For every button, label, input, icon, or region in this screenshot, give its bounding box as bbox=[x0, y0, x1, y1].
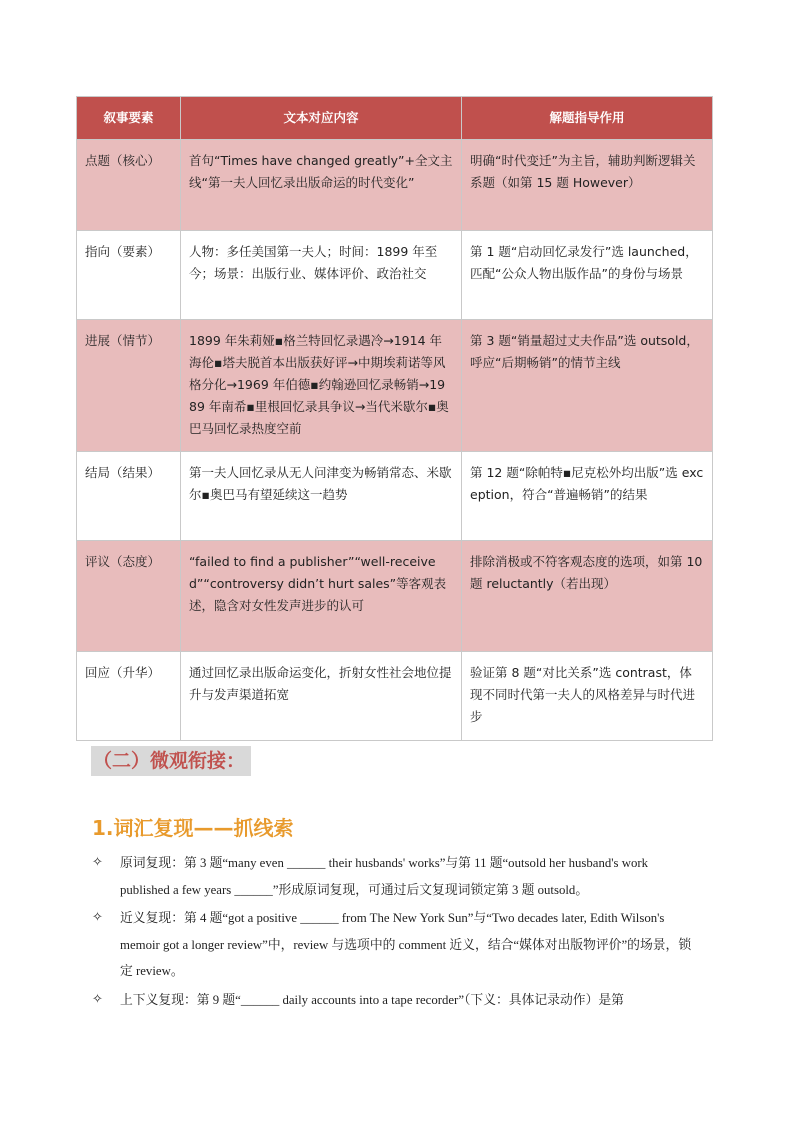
cell-element: 评议（态度） bbox=[77, 541, 181, 652]
bullet-list bbox=[92, 850, 698, 1015]
narrative-elements-table bbox=[76, 96, 713, 741]
section-title: 1.词汇复现——抓线索 bbox=[92, 816, 294, 840]
list-item bbox=[92, 905, 698, 985]
cell-element: 点题（核心） bbox=[77, 140, 181, 231]
list-item bbox=[92, 987, 698, 1014]
table-row bbox=[77, 452, 713, 541]
table-row bbox=[77, 320, 713, 452]
table-row bbox=[77, 231, 713, 320]
table-header-row bbox=[77, 97, 713, 140]
bullet-text: 原词复现：第 3 题“many even ______ their husbands' works”与第 11 题“outsold her husband's work published a few years ______”形成原词复现，可通过后文复现词锁定第 3 题 outsold。 bbox=[120, 856, 649, 897]
cell-content: 首句“Times have changed greatly”+全文主线“第一夫人回忆录出版命运的时代变化” bbox=[181, 140, 462, 231]
cell-content: 通过回忆录出版命运变化，折射女性社会地位提升与发声渠道拓宽 bbox=[181, 652, 462, 741]
cell-guidance: 第 3 题“销量超过丈夫作品”选 outsold，呼应“后期畅销”的情节主线 bbox=[462, 320, 713, 452]
cell-guidance: 第 12 题“除帕特▪尼克松外均出版”选 exception，符合“普遍畅销”的结果 bbox=[462, 452, 713, 541]
cell-guidance: 明确“时代变迁”为主旨，辅助判断逻辑关系题（如第 15 题 However） bbox=[462, 140, 713, 231]
header-guidance: 解题指导作用 bbox=[462, 97, 713, 140]
header-element: 叙事要素 bbox=[77, 97, 181, 140]
cell-content: 1899 年朱莉娅▪格兰特回忆录遇冷→1914 年海伦▪塔夫脱首本出版获好评→中期埃莉诺等风格分化→1969 年伯德▪约翰逊回忆录畅销→1989 年南希▪里根回忆录具争议→当代米歇尔▪奥巴马回忆录热度空前 bbox=[181, 320, 462, 452]
table-row bbox=[77, 541, 713, 652]
list-item bbox=[92, 850, 698, 903]
cell-guidance: 第 1 题“启动回忆录发行”选 launched，匹配“公众人物出版作品”的身份与场景 bbox=[462, 231, 713, 320]
cell-element: 回应（升华） bbox=[77, 652, 181, 741]
table-row bbox=[77, 140, 713, 231]
bullet-text: 上下义复现：第 9 题“______ daily accounts into a tape recorder”（下义：具体记录动作）是第 bbox=[120, 992, 624, 1007]
table-row bbox=[77, 652, 713, 741]
cell-guidance: 验证第 8 题“对比关系”选 contrast，体现不同时代第一夫人的风格差异与时代进步 bbox=[462, 652, 713, 741]
cell-guidance: 排除消极或不符客观态度的选项，如第 10 题 reluctantly（若出现） bbox=[462, 541, 713, 652]
cell-content: 人物：多任美国第一夫人；时间：1899 年至今；场景：出版行业、媒体评价、政治社交 bbox=[181, 231, 462, 320]
sparkle-bullet-icon: ✧ bbox=[92, 855, 103, 870]
micro-cohesion-subheading: （二）微观衔接： bbox=[91, 746, 251, 776]
sparkle-bullet-icon: ✧ bbox=[92, 910, 103, 925]
bullet-text: 近义复现：第 4 题“got a positive ______ from The New York Sun”与“Two decades later, Edith Wilson's memoir got a longer review”中，review 与选项中的 comment 近义，结合“媒体对出版物评价”的场景，锁定 review。 bbox=[120, 911, 692, 978]
sparkle-bullet-icon: ✧ bbox=[92, 991, 103, 1007]
header-content: 文本对应内容 bbox=[181, 97, 462, 140]
cell-content: 第一夫人回忆录从无人问津变为畅销常态、米歇尔▪奥巴马有望延续这一趋势 bbox=[181, 452, 462, 541]
cell-content: “failed to find a publisher”“well-received”“controversy didn’t hurt sales”等客观表述，隐含对女性发声进步的认可 bbox=[181, 541, 462, 652]
cell-element: 进展（情节） bbox=[77, 320, 181, 452]
cell-element: 结局（结果） bbox=[77, 452, 181, 541]
cell-element: 指向（要素） bbox=[77, 231, 181, 320]
